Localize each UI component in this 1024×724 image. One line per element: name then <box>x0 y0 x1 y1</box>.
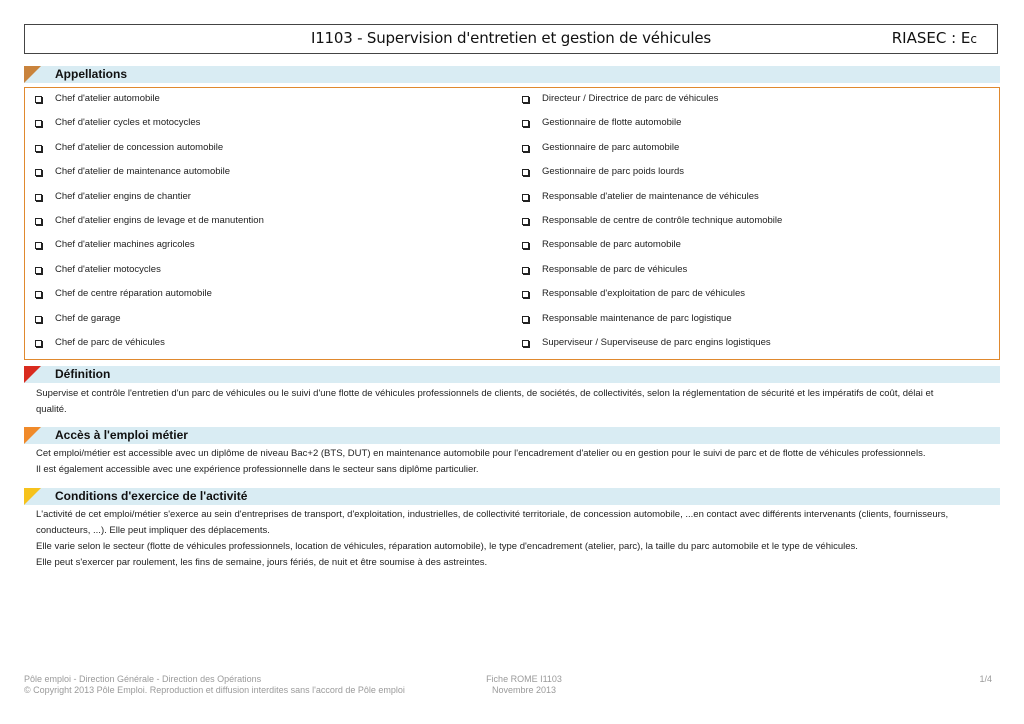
appellation-label: Gestionnaire de parc poids lourds <box>542 166 685 178</box>
appellation-label: Gestionnaire de parc automobile <box>542 141 680 153</box>
marker-triangle <box>24 488 41 505</box>
marker-triangle <box>24 427 41 444</box>
section-header-acces <box>24 427 1000 444</box>
section-title-conditions: Conditions d'exercice de l'activité <box>55 489 248 503</box>
appellation-label: Chef d'atelier automobile <box>55 93 160 104</box>
appellation-label: Responsable d'exploitation de parc de véhicules <box>542 288 746 300</box>
checkbox-icon <box>35 267 42 274</box>
text-line: Cet emploi/métier est accessible avec un diplôme de niveau Bac+2 (BTS, DUT) en maintenance automobile pour l'encadrement d'atelier ou en gestion pour le suivi de parc et de flotte de véhicules professionnels. <box>36 448 926 459</box>
checkbox-icon <box>522 169 529 176</box>
appellation-label: Chef d'atelier motocycles <box>55 263 161 275</box>
footer-date: Novembre 2013 <box>491 685 557 695</box>
appellation-label: Chef d'atelier cycles et motocycles <box>55 117 201 129</box>
checkbox-icon <box>35 169 42 176</box>
definition-text <box>36 386 976 418</box>
section-marker-icon <box>24 366 41 383</box>
footer-center <box>474 674 574 696</box>
appellation-label: Directeur / Directrice de parc de véhicules <box>542 93 719 104</box>
riasec-label: RIASEC : <box>891 29 957 47</box>
footer-org: Pôle emploi - Direction Générale - Direction des Opérations <box>24 674 262 684</box>
checkbox-icon <box>35 291 42 298</box>
appellation-label: Responsable de parc automobile <box>542 239 681 251</box>
riasec-main: E <box>960 29 971 47</box>
checkbox-icon <box>522 120 529 127</box>
marker-triangle <box>24 66 41 83</box>
appellation-label: Chef de garage <box>55 312 121 324</box>
appellation-label: Superviseur / Superviseuse de parc engins logistiques <box>542 336 771 348</box>
text-line: Il est également accessible avec une expérience professionnelle dans le secteur sans diplôme particulier. <box>36 464 479 475</box>
section-title-appellations: Appellations <box>55 67 128 81</box>
conditions-text <box>36 507 976 571</box>
marker-triangle <box>24 366 41 383</box>
appellation-label: Responsable de parc de véhicules <box>542 263 688 275</box>
appellation-label: Chef d'atelier engins de chantier <box>55 190 191 202</box>
text-line: qualité. <box>36 404 67 415</box>
appellation-label: Chef de parc de véhicules <box>55 336 165 348</box>
checkbox-icon <box>35 242 42 249</box>
text-line: Supervise et contrôle l'entretien d'un parc de véhicules ou le suivi d'une flotte de véhicules professionnels de clients, de sociétés, de collectivités, selon la réglementation de sécurité et les impératifs de coût, délai et <box>36 388 934 399</box>
footer-left <box>24 674 405 696</box>
appellation-label: Gestionnaire de flotte automobile <box>542 117 682 129</box>
section-header-definition <box>24 366 1000 383</box>
riasec-code <box>892 29 977 47</box>
checkbox-icon <box>35 145 42 152</box>
page-header <box>24 24 998 54</box>
appellation-label: Chef d'atelier engins de levage et de manutention <box>55 214 264 226</box>
checkbox-icon <box>522 316 529 323</box>
text-line: Elle varie selon le secteur (flotte de véhicules professionnels, location de véhicules, réparation automobile), le type d'encadrement (atelier, parc), la taille du parc automobile et le type de véhicules. <box>36 541 858 552</box>
appellation-label: Responsable d'atelier de maintenance de véhicules <box>542 190 759 202</box>
checkbox-icon <box>522 340 529 347</box>
section-marker-icon <box>24 66 41 83</box>
checkbox-icon <box>522 291 529 298</box>
section-title-definition: Définition <box>55 367 111 381</box>
checkbox-icon <box>522 218 529 225</box>
footer-fiche: Fiche ROME I1103 <box>486 674 562 684</box>
appellation-label: Responsable maintenance de parc logistique <box>542 312 732 324</box>
text-line: conducteurs, ...). Elle peut impliquer des déplacements. <box>36 525 270 536</box>
section-title-acces: Accès à l'emploi métier <box>55 428 188 442</box>
footer-page-number: 1/4 <box>979 674 992 684</box>
appellations-list <box>24 87 1000 360</box>
appellation-label: Chef d'atelier machines agricoles <box>55 239 195 251</box>
checkbox-icon <box>35 316 42 323</box>
checkbox-icon <box>522 242 529 249</box>
section-marker-icon <box>24 427 41 444</box>
checkbox-icon <box>522 267 529 274</box>
checkbox-icon <box>35 96 42 103</box>
appellation-label: Chef d'atelier de maintenance automobile <box>55 166 231 178</box>
text-line: Elle peut s'exercer par roulement, les fins de semaine, jours fériés, de nuit et être soumise à des astreintes. <box>36 557 488 568</box>
checkbox-icon <box>522 145 529 152</box>
text-line: L'activité de cet emploi/métier s'exerce au sein d'entreprises de transport, d'exploitation, industrielles, de collectivité territoriale, de concession automobile, ...en contact avec différents intervenants (clients, fournisseurs, <box>36 509 949 520</box>
riasec-sub: c <box>970 32 977 46</box>
checkbox-icon <box>35 194 42 201</box>
checkbox-icon <box>522 194 529 201</box>
checkbox-icon <box>522 96 529 103</box>
checkbox-icon <box>35 218 42 225</box>
appellation-label: Chef d'atelier de concession automobile <box>55 141 224 153</box>
appellation-label: Responsable de centre de contrôle technique automobile <box>542 214 783 226</box>
footer-copyright: © Copyright 2013 Pôle Emploi. Reproduction et diffusion interdites sans l'accord de Pôle emploi <box>24 685 405 695</box>
checkbox-icon <box>35 120 42 127</box>
section-marker-icon <box>24 488 41 505</box>
section-header-conditions <box>24 488 1000 505</box>
page-title: I1103 - Supervision d'entretien et gestion de véhicules <box>310 29 712 47</box>
acces-text <box>36 446 976 478</box>
section-header-appellations <box>24 66 1000 83</box>
appellation-label: Chef de centre réparation automobile <box>55 288 212 300</box>
checkbox-icon <box>35 340 42 347</box>
